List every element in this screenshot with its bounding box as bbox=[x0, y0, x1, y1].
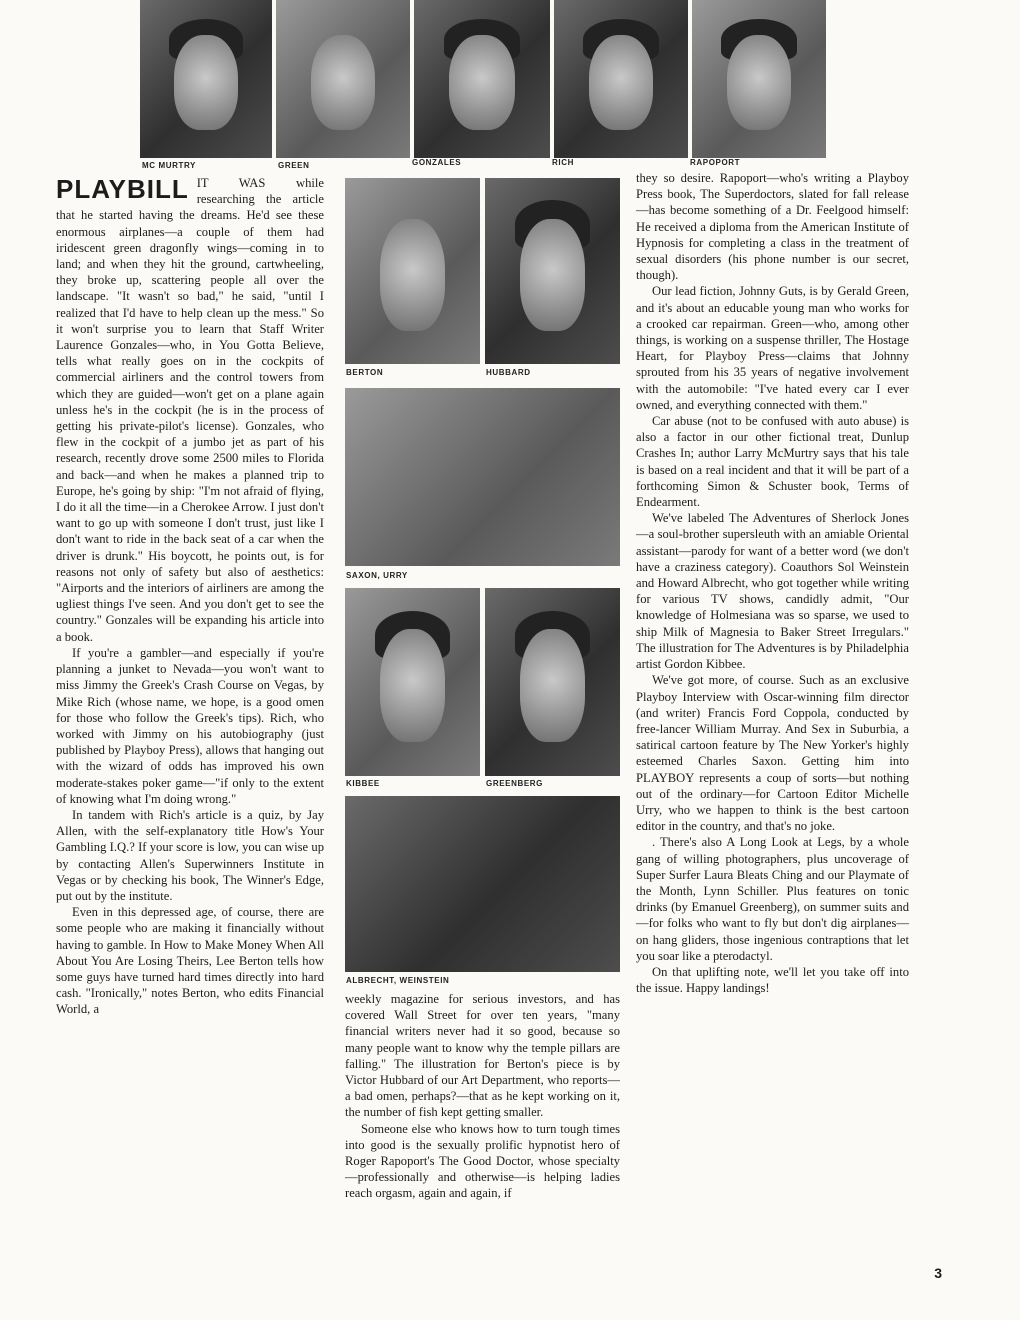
paragraph: On that uplifting note, we'll let you take off into the issue. Happy landings! bbox=[636, 964, 909, 996]
photo-mcmurtry bbox=[140, 0, 272, 158]
caption-gonzales: GONZALES bbox=[412, 158, 462, 167]
paragraph: . There's also A Long Look at Legs, by a whole gang of willing photographers, plus uncoverage of Super Surfer Laura Bleats Ching and our Playmate of the Month, Lynn Schiller. Plus features on tonic drinks (by Emanuel Greenberg), on summer suits and—for folks who want to fly but don't dig airplanes—on hang gliders, those ingenious contraptions that let you soar like a pterodactyl. bbox=[636, 835, 909, 963]
caption-albrecht-weinstein: ALBRECHT, WEINSTEIN bbox=[346, 976, 450, 985]
paragraph: weekly magazine for serious investors, and has covered Wall Street for over ten years, "many financial writers never had it so good, because so many people want to know why the temple pillars are falling." The illustration for Berton's piece is by Victor Hubbard of our Art Department, who reports—a bad omen, perhaps?—that as he kept working on it, the number of fish kept getting smaller. bbox=[345, 992, 620, 1120]
caption-green: GREEN bbox=[278, 161, 310, 170]
paragraph: Even in this depressed age, of course, there are some people who are making it financially without having to gamble. In How to Make Money When All About You Are Losing Theirs, Lee Berton tells how some guys have turned hard times directly into hard cash. "Ironically," notes Berton, who edits Financial World, a bbox=[56, 905, 324, 1017]
column-two bbox=[345, 991, 620, 1261]
paragraph: In tandem with Rich's article is a quiz, by Jay Allen, with the self-explanatory title How's Your Gambling I.Q.? If your score is low, you can wise up by contacting Allen's Superwinners Institute in Vegas or by checking his book, The Winner's Edge, put out by the institute. bbox=[56, 807, 324, 903]
photo-berton bbox=[345, 178, 480, 364]
paragraph: Our lead fiction, Johnny Guts, is by Gerald Green, and it's about an educable young man who works for a crooked car repairman. Green—who, among other things, is working on a suspense thriller, The Hostage Heart, for Playboy Press—claims that Johnny sprouted from his 35 years of negative involvement with the automobile: "I've hated every car I ever owned, and everything connected with them." bbox=[636, 284, 909, 412]
caption-hubbard: HUBBARD bbox=[486, 368, 531, 377]
photo-saxon-urry bbox=[345, 388, 620, 566]
paragraph: Car abuse (not to be confused with auto abuse) is also a factor in our other fictional treat, Dunlup Crashes In; author Larry McMurtry says that his tale is based on a real incident and that it will be part of a forthcoming Simon & Schuster book, Terms of Endearment. bbox=[636, 414, 909, 510]
paragraph: We've labeled The Adventures of Sherlock Jones—a soul-brother supersleuth with an amiable Oriental assistant—parody for want of a better word (we don't have a craziness category). Coauthors Sol Weinstein and Howard Albrecht, who got together while writing for various TV shows, candidly admit, "Our knowledge of Holmesiana was so sparse, we used to ship Milk of Magnesia to Baker Street Irregulars." The illustration for The Adventures is by Philadelphia artist Gordon Kibbee. bbox=[636, 511, 909, 672]
column-one bbox=[56, 175, 324, 1265]
caption-greenberg: GREENBERG bbox=[486, 779, 543, 788]
caption-berton: BERTON bbox=[346, 368, 384, 377]
caption-saxon-urry: SAXON, URRY bbox=[346, 571, 408, 580]
caption-mcmurtry: MC MURTRY bbox=[142, 161, 196, 170]
caption-rapoport: RAPOPORT bbox=[690, 158, 741, 167]
paragraph: they so desire. Rapoport—who's writing a Playboy Press book, The Superdoctors, slated for fall release—has become something of a Dr. Feelgood himself: He received a diploma from the American Institute of Hypnosis for completing a class in the treatment of sexual disorders (his phone number is our secret, though). bbox=[636, 171, 909, 283]
photo-hubbard bbox=[485, 178, 620, 364]
photo-rich bbox=[554, 0, 688, 158]
paragraph: We've got more, of course. Such as an exclusive Playboy Interview with Oscar-winning film director (and writer) Francis Ford Coppola, conducted by free-lancer William Murray. And Sex in Suburbia, a satirical cartoon feature by The New Yorker's highly esteemed Charles Saxon. Getting him into PLAYBOY represents a coup of sorts—but nothing out of the ordinary—for Cartoon Editor Michelle Urry, who we happen to think is the best cartoon editor in the country, and that's no joke. bbox=[636, 673, 909, 834]
paragraph: IT WAS while researching the article that he started having the dreams. He'd see these enormous airplanes—a couple of them had iridescent green dragonfly wings—coming in to land; and when they hit the ground, cartwheeling, they broke up, scattering people all over the landscape. "It wasn't so bad," he said, "until I realized that I'd have to help clean up the mess." So it won't surprise you to learn that Staff Writer Laurence Gonzales—who, in You Gotta Believe, tells what really goes on in the cockpits of commercial airliners and the control towers from which they are guided—won't get on a plane again unless he's in the cockpit (he is in the process of getting his private-pilot's license). Gonzales, who flew in the cockpit of a jumbo jet as part of his research, recently drove some 2500 miles to Florida and back—and when he makes a planned trip to Europe, he's going by ship: "I'm not afraid of flying, I do it all the time—in a Cherokee Arrow. I just don't want to go up with someone I don't trust, just like I don't want to ride in the back seat of a car when the driver is drunk." His boycott, he points out, is for reasons not only of safety but also of aesthetics: "Airports and the interiors of airliners are among the ugliest things I've seen. And you don't get to see the country." Gonzales will be expanding his article into a book. bbox=[56, 176, 324, 644]
page-number: 3 bbox=[934, 1265, 942, 1281]
photo-greenberg bbox=[485, 588, 620, 776]
photo-rapoport bbox=[692, 0, 826, 158]
caption-rich: RICH bbox=[552, 158, 574, 167]
photo-albrecht-weinstein bbox=[345, 796, 620, 972]
photo-green bbox=[276, 0, 410, 158]
paragraph: Someone else who knows how to turn tough times into good is the sexually prolific hypnotist hero of Roger Rapoport's The Good Doctor, whose specialty—professionally and otherwise—is helping ladies reach orgasm, again and again, if bbox=[345, 1121, 620, 1201]
photo-gonzales bbox=[414, 0, 550, 158]
paragraph: If you're a gambler—and especially if you're planning a junket to Nevada—you won't want to miss Jimmy the Greek's Crash Course on Vegas, by Mike Rich (whose name, we hope, is a good omen for those who follow the Greek's tips). Rich, who worked with Jimmy on his autobiography (just published by Playboy Press), allows that hanging out with the wizard of odds has improved his own moderate-stakes poker game—"if only to the extent of knowing what I'm doing wrong." bbox=[56, 645, 324, 806]
playbill-heading: PLAYBILL bbox=[56, 174, 189, 204]
caption-kibbee: KIBBEE bbox=[346, 779, 380, 788]
column-three bbox=[636, 170, 909, 1265]
photo-kibbee bbox=[345, 588, 480, 776]
